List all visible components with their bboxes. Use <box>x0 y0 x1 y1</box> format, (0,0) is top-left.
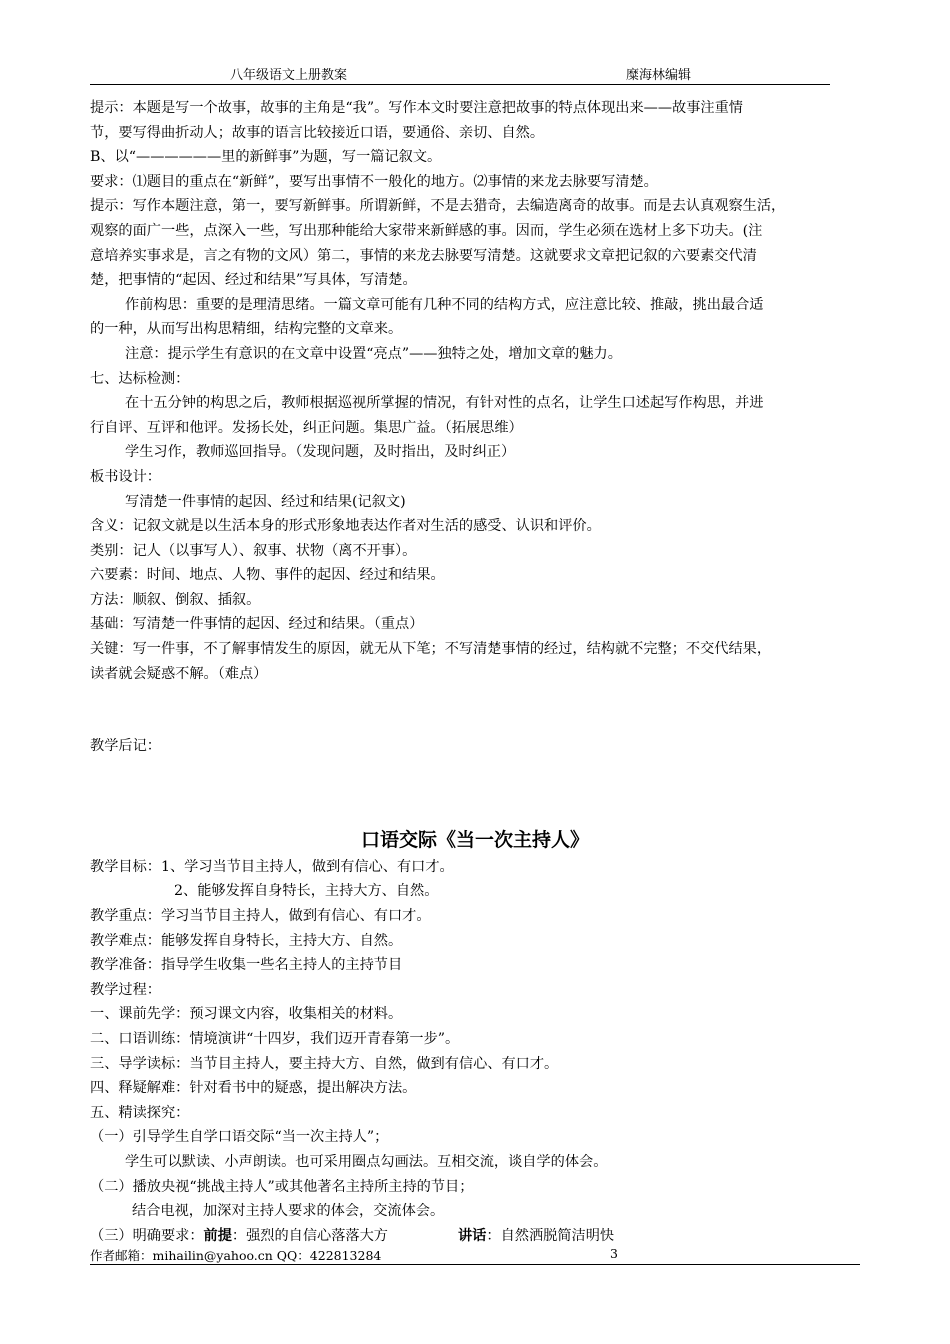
text-line: 提示：写作本题注意，第一，要写新鲜事。所谓新鲜，不是去猎奇，去编造离奇的故事。而是去认真观察生活， <box>90 198 786 215</box>
text-line: 的一种，从而写出构思精细，结构完整的文章来。 <box>90 321 403 338</box>
requirements-line <box>90 1224 860 1249</box>
text-line: 行自评、互评和他评。发扬长处，纠正问题。集思广益。（拓展思维） <box>90 419 523 436</box>
premise-text: ：强烈的自信心落落大方 <box>231 1227 388 1244</box>
page-header <box>90 62 830 85</box>
page-number: 3 <box>610 1246 618 1261</box>
text-line: 教学重点：学习当节目主持人，做到有信心、有口才。 <box>90 908 431 925</box>
text-line: 五、精读探究： <box>90 1104 190 1121</box>
text-line: 关键：写一件事，不了解事情发生的原因，就无从下笔；不写清楚事情的经过，结构就不完整；不交代结果， <box>90 641 772 658</box>
requirements-prefix: （三）明确要求： <box>90 1227 204 1244</box>
text-line: 作前构思：重要的是理清思绪。一篇文章可能有几种不同的结构方式，应注意比较、推敲，挑出最合适 <box>125 296 764 313</box>
teaching-notes-label: 教学后记： <box>90 738 161 755</box>
page-footer <box>90 1246 860 1265</box>
section-heading: 七、达标检测： <box>90 370 190 387</box>
text-line: 要求：⑴题目的重点在“新鲜”，要写出事情不一般化的地方。⑵事情的来龙去脉要写清楚。 <box>90 173 658 190</box>
text-line: 教学准备：指导学生收集一些名主持人的主持节目 <box>90 957 403 974</box>
text-line: 基础：写清楚一件事情的起因、经过和结果。（重点） <box>90 616 424 633</box>
text-line: B、以“——————里的新鲜事”为题，写一篇记叙文。 <box>90 149 442 166</box>
text-line: 结合电视，加深对主持人要求的体会，交流体会。 <box>132 1203 445 1220</box>
text-line: 2、能够发挥自身特长，主持大方、自然。 <box>174 883 439 900</box>
text-line: 写清楚一件事情的起因、经过和结果(记叙文) <box>125 493 406 510</box>
text-line: 教学难点：能够发挥自身特长，主持大方、自然。 <box>90 932 403 949</box>
text-line: 方法：顺叙、倒叙、插叙。 <box>90 591 261 608</box>
text-line: 六要素：时间、地点、人物、事件的起因、经过和结果。 <box>90 567 445 584</box>
text-line: 注意：提示学生有意识的在文章中设置“亮点”——独特之处，增加文章的魅力。 <box>125 345 622 362</box>
text-line: 在十五分钟的构思之后，教师根据巡视所掌握的情况，有针对性的点名，让学生口述起写作构思，并进 <box>125 395 764 412</box>
text-line: 学生可以默读、小声朗读。也可采用圈点勾画法。互相交流，谈自学的体会。 <box>125 1153 608 1170</box>
text-line: 提示：本题是写一个故事，故事的主角是“我”。写作本文时要注意把故事的特点体现出来——故事注重情 <box>90 100 743 116</box>
text-line: 读者就会疑惑不解。（难点） <box>90 665 268 682</box>
section-title: 口语交际《当一次主持人》 <box>360 828 589 851</box>
header-right: 糜海林编辑 <box>626 68 692 83</box>
document-body <box>90 96 860 1248</box>
text-line: 观察的面广一些，点深入一些，写出那种能给大家带来新鲜感的事。因而，学生必须在选材上多下功夫。(注 <box>90 222 763 239</box>
text-line: 四、释疑解难：针对看书中的疑惑，提出解决方法。 <box>90 1080 417 1097</box>
text-line: （一）引导学生自学口语交际“当一次主持人”； <box>90 1129 389 1146</box>
text-line: 教学过程： <box>90 981 161 998</box>
text-line: 教学目标：1、学习当节目主持人，做到有信心、有口才。 <box>90 858 454 875</box>
text-line: 节，要写得曲折动人；故事的语言比较接近口语，要通俗、亲切、自然。 <box>90 124 545 141</box>
text-line: 楚，把事情的“起因、经过和结果”写具体，写清楚。 <box>90 272 417 289</box>
text-line: 学生习作，教师巡回指导。（发现问题，及时指出，及时纠正） <box>125 444 516 461</box>
speech-text: ：自然洒脱简洁明快 <box>486 1227 615 1244</box>
section-heading: 板书设计： <box>90 468 161 485</box>
text-line: 三、导学读标：当节目主持人，要主持大方、自然，做到有信心、有口才。 <box>90 1055 559 1072</box>
text-line: 含义：记叙文就是以生活本身的形式形象地表达作者对生活的感受、认识和评价。 <box>90 518 601 535</box>
text-line: 二、口语训练：情境演讲“十四岁，我们迈开青春第一步”。 <box>90 1031 460 1047</box>
text-line: 类别：记人（以事写人）、叙事、状物（离不开事）。 <box>90 542 417 559</box>
header-left: 八年级语文上册教案 <box>230 68 348 83</box>
speech-label: 讲话 <box>457 1227 487 1244</box>
text-line: 一、课前先学：预习课文内容，收集相关的材料。 <box>90 1006 403 1023</box>
text-line: 意培养实事求是，言之有物的文风）第二，事情的来龙去脉要写清楚。这就要求文章把记叙的六要素交代清 <box>90 247 757 264</box>
text-line: （二）播放央视“挑战主持人”或其他著名主持所主持的节目； <box>90 1178 474 1195</box>
author-contact: 作者邮箱：mihailin@yahoo.cn QQ：422813284 <box>90 1248 382 1263</box>
premise-label: 前提 <box>203 1227 232 1244</box>
